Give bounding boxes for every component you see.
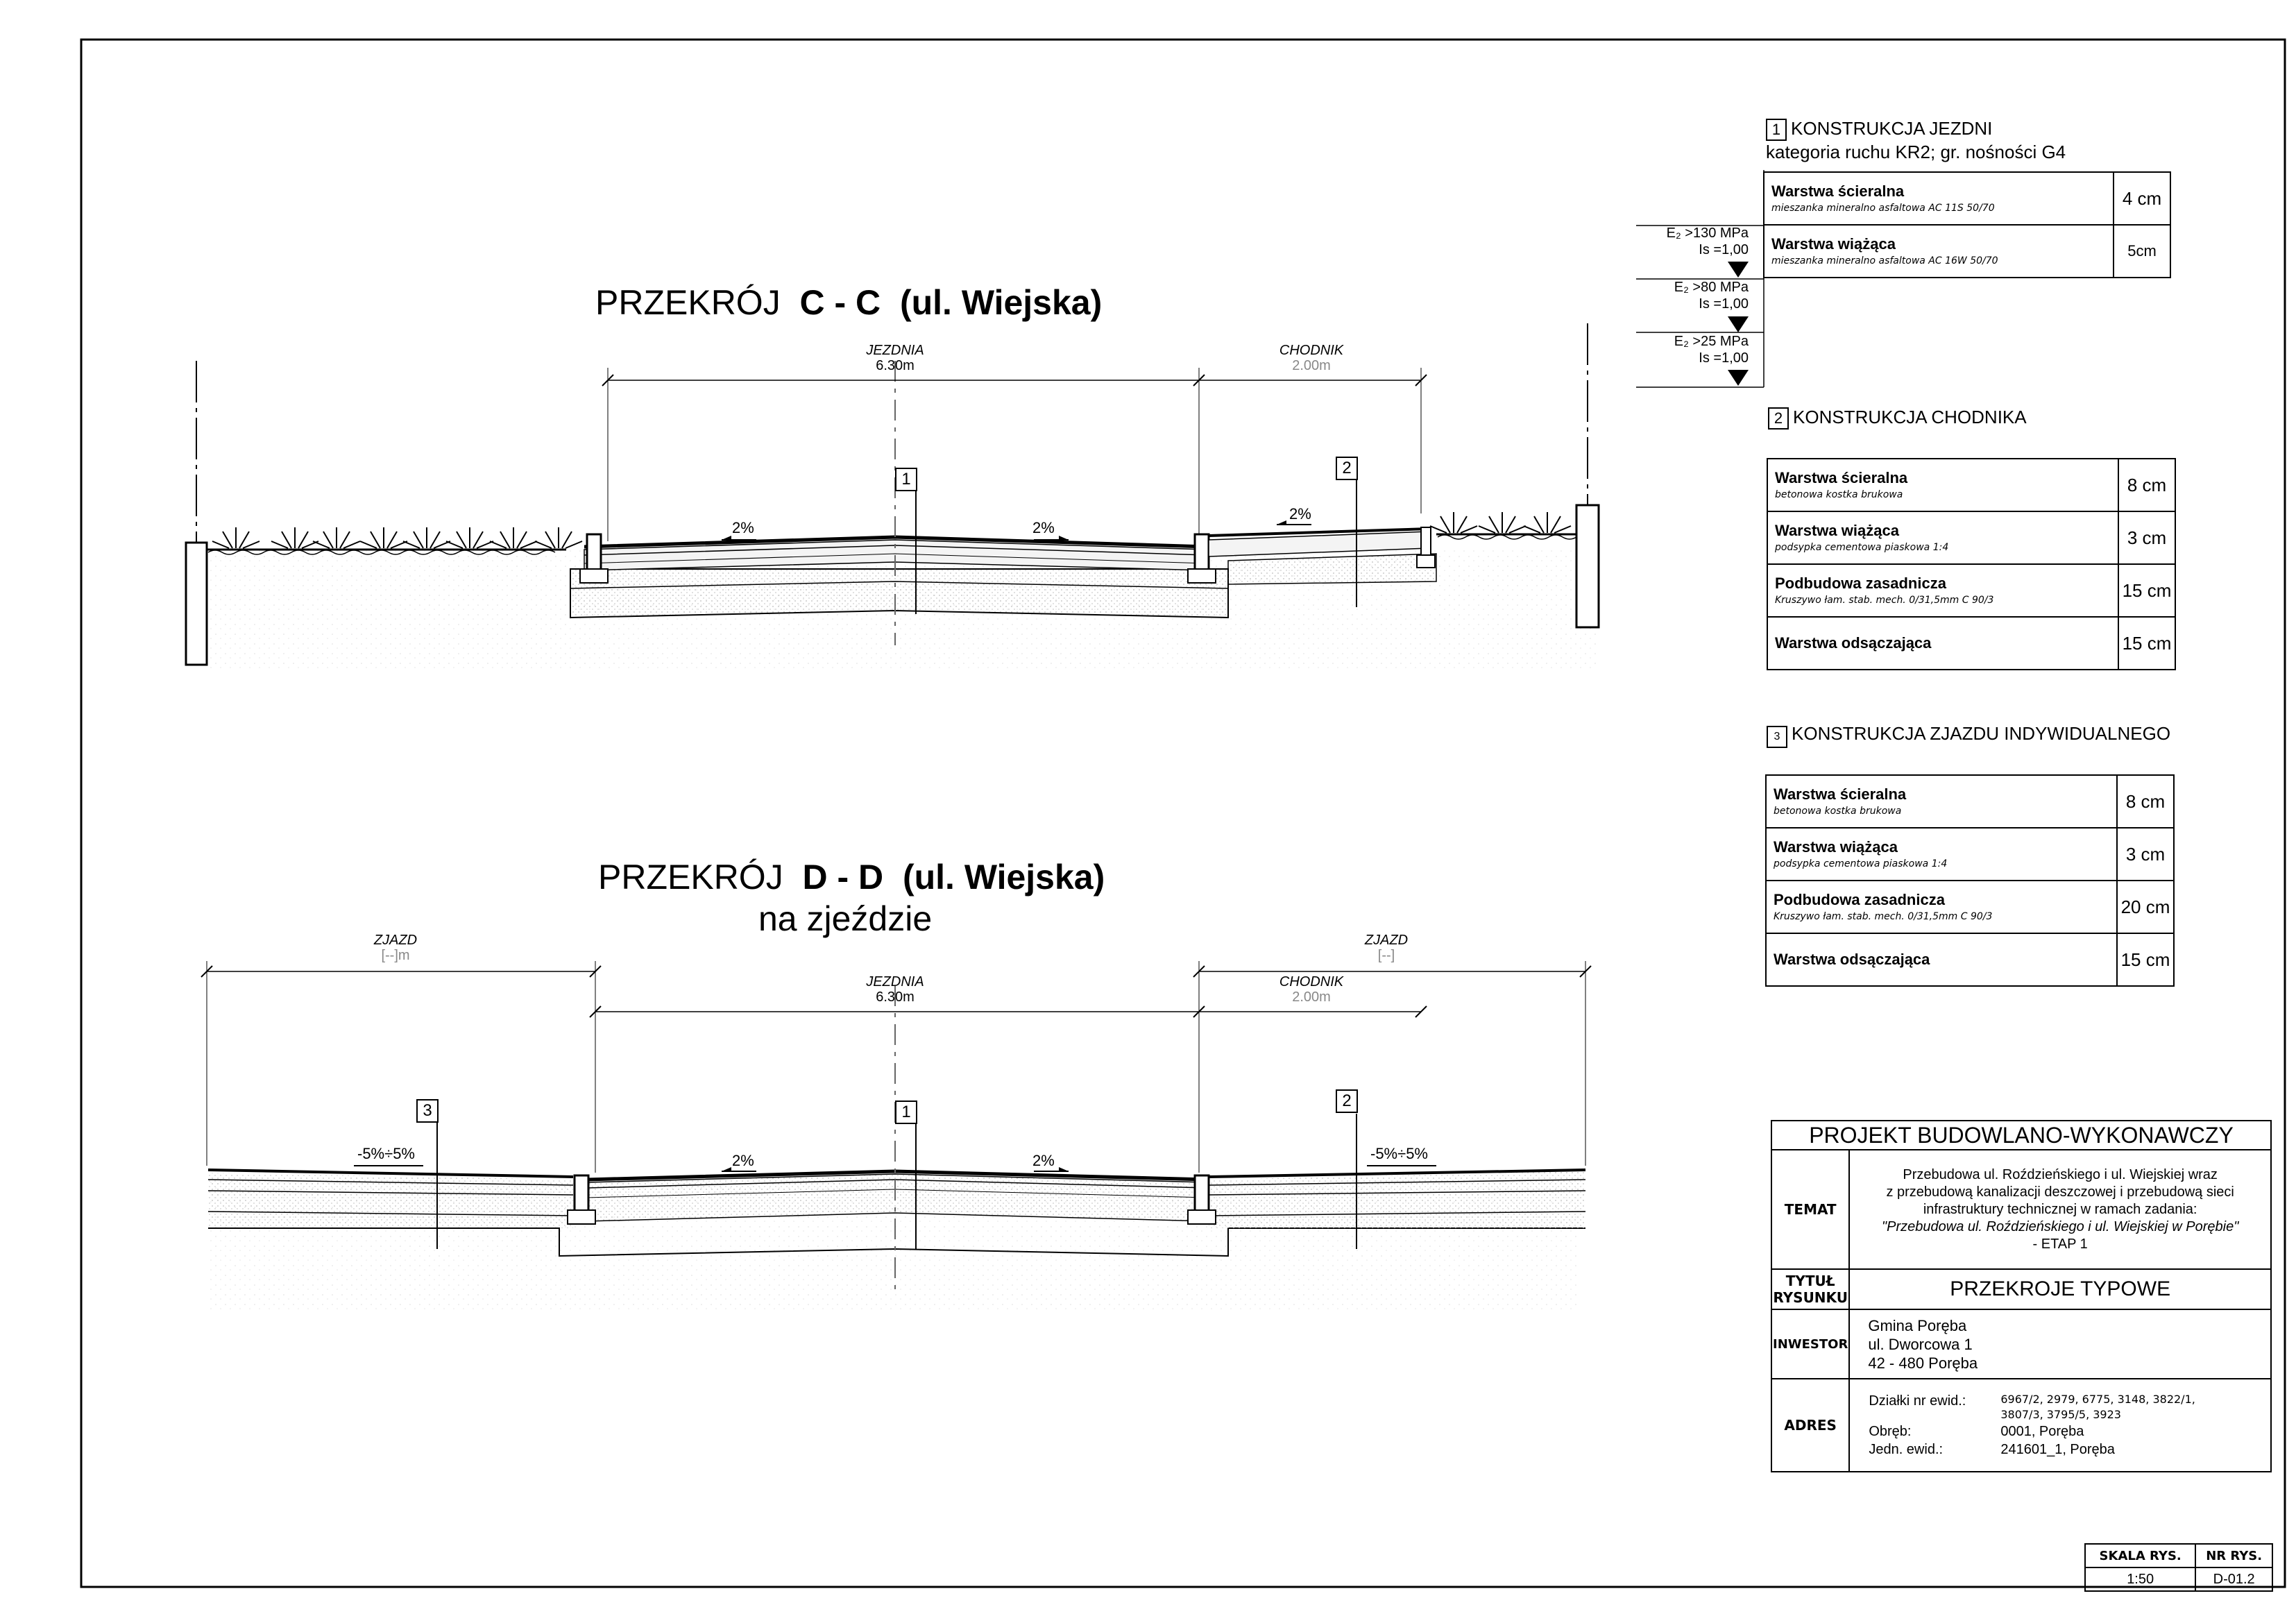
table-row: Warstwa odsączająca 15 cm <box>1766 933 2174 986</box>
konstrukcja-zjazdu-title: 3 KONSTRUKCJA ZJAZDU INDYWIDUALNEGO <box>1767 723 2170 748</box>
nr-value: D-01.2 <box>2195 1567 2272 1591</box>
dd-slope-right-drive: -5%÷5% <box>1370 1145 1428 1162</box>
adres-label: ADRES <box>1771 1379 1849 1472</box>
table-row: Warstwa odsączająca 15 cm <box>1767 617 2175 670</box>
pressure-2: E₂ >80 MPa Is =1,00 <box>1674 280 1749 312</box>
dd-marker-drive: 3 <box>416 1099 439 1123</box>
skala-label: SKALA RYS. <box>2085 1544 2195 1567</box>
konstrukcja-jezdni-subtitle: kategoria ruchu KR2; gr. nośności G4 <box>1766 142 2066 162</box>
cc-marker-sidewalk: 2 <box>1336 457 1358 480</box>
scale-block <box>2084 1543 2273 1592</box>
cc-chodnik-width: 2.00m <box>1292 358 1331 373</box>
adres-value: Działki nr ewid.: 6967/2, 2979, 6775, 3148, 3822/1, 3807/3, 3795/5, 3923 Obręb: 0001, Poręba Jedn. ewid.: 241601_1, Poręba <box>1849 1379 2271 1472</box>
cc-jezdnia-width: 6.30m <box>876 358 915 373</box>
cc-chodnik-label: CHODNIK <box>1279 343 1344 358</box>
dd-slope-right: 2% <box>1032 1152 1055 1169</box>
dd-slope-left: 2% <box>732 1152 754 1169</box>
title-block <box>1771 1120 2272 1472</box>
dd-zjazd-left-value: [--]m <box>381 948 410 963</box>
section-dd-title: PRZEKRÓJ D - D (ul. Wiejska) <box>598 858 1105 897</box>
pressure-3: E₂ >25 MPa Is =1,00 <box>1674 334 1749 366</box>
cc-slope-left: 2% <box>732 519 754 536</box>
table-row: Podbudowa zasadnicza Kruszywo łam. stab. mech. 0/31,5mm C 90/3 20 cm <box>1766 881 2174 933</box>
tytul-value: PRZEKROJE TYPOWE <box>1849 1269 2271 1309</box>
table-row: Warstwa ścieralna betonowa kostka brukowa 8 cm <box>1766 775 2174 828</box>
section-cc-title: PRZEKRÓJ C - C (ul. Wiejska) <box>595 283 1103 322</box>
konstrukcja-jezdni-title: 1 KONSTRUKCJA JEZDNI <box>1766 118 1992 141</box>
skala-value: 1:50 <box>2085 1567 2195 1591</box>
table-row: Warstwa ścieralna betonowa kostka brukowa 8 cm <box>1767 459 2175 511</box>
cc-jezdnia-label: JEZDNIA <box>866 343 924 358</box>
table-row: Warstwa wiążąca podsypka cementowa piaskowa 1:4 3 cm <box>1767 511 2175 564</box>
section-dd-subtitle: na zjeździe <box>758 899 933 938</box>
temat-value: Przebudowa ul. Roździeńskiego i ul. Wiejskiej wraz z przebudową kanalizacji deszczowej i przebudową sieci infrastruktury technicznej w ramach zadania: "Przebudowa ul. Roździeńskiego i ul. Wiejskiej w Porębie" - ETAP 1 <box>1849 1150 2271 1269</box>
table-row: Warstwa wiążąca podsypka cementowa piaskowa 1:4 3 cm <box>1766 828 2174 881</box>
dd-marker-road: 1 <box>895 1101 917 1124</box>
dd-chodnik-width: 2.00m <box>1292 989 1331 1005</box>
dd-jezdnia-label: JEZDNIA <box>866 974 924 989</box>
konstrukcja-zjazdu-table <box>1765 774 2175 987</box>
pressure-1: E₂ >130 MPa Is =1,00 <box>1666 226 1749 257</box>
dd-marker-sidewalk: 2 <box>1336 1089 1358 1113</box>
dd-slope-left-drive: -5%÷5% <box>357 1145 415 1162</box>
table-row: Warstwa ścieralna mieszanka mineralno asfaltowa AC 11S 50/70 4 cm <box>1764 172 2170 225</box>
konstrukcja-jezdni-table <box>1763 171 2171 278</box>
dd-zjazd-right-label: ZJAZD <box>1364 933 1409 948</box>
title-block-header: PROJEKT BUDOWLANO-WYKONAWCZY <box>1771 1121 2271 1150</box>
dd-zjazd-left-label: ZJAZD <box>373 933 418 948</box>
inwestor-value: Gmina Poręba ul. Dworcowa 1 42 - 480 Poręba <box>1849 1309 2271 1379</box>
konstrukcja-chodnika-table <box>1767 458 2176 670</box>
dd-chodnik-label: CHODNIK <box>1279 974 1344 989</box>
nr-label: NR RYS. <box>2195 1544 2272 1567</box>
temat-label: TEMAT <box>1771 1150 1849 1269</box>
konstrukcja-chodnika-title: 2 KONSTRUKCJA CHODNIKA <box>1768 407 2027 430</box>
table-row: Podbudowa zasadnicza Kruszywo łam. stab. mech. 0/31,5mm C 90/3 15 cm <box>1767 564 2175 617</box>
cc-slope-right: 2% <box>1032 519 1055 536</box>
inwestor-label: INWESTOR <box>1771 1309 1849 1379</box>
table-row: Warstwa wiążąca mieszanka mineralno asfaltowa AC 16W 50/70 5cm <box>1764 225 2170 278</box>
cc-slope-sidewalk: 2% <box>1289 505 1311 522</box>
tytul-label: TYTUŁ RYSUNKU <box>1771 1269 1849 1309</box>
cc-marker-road: 1 <box>895 468 917 491</box>
dd-jezdnia-width: 6.30m <box>876 989 915 1005</box>
dd-zjazd-right-value: [--] <box>1377 948 1395 963</box>
